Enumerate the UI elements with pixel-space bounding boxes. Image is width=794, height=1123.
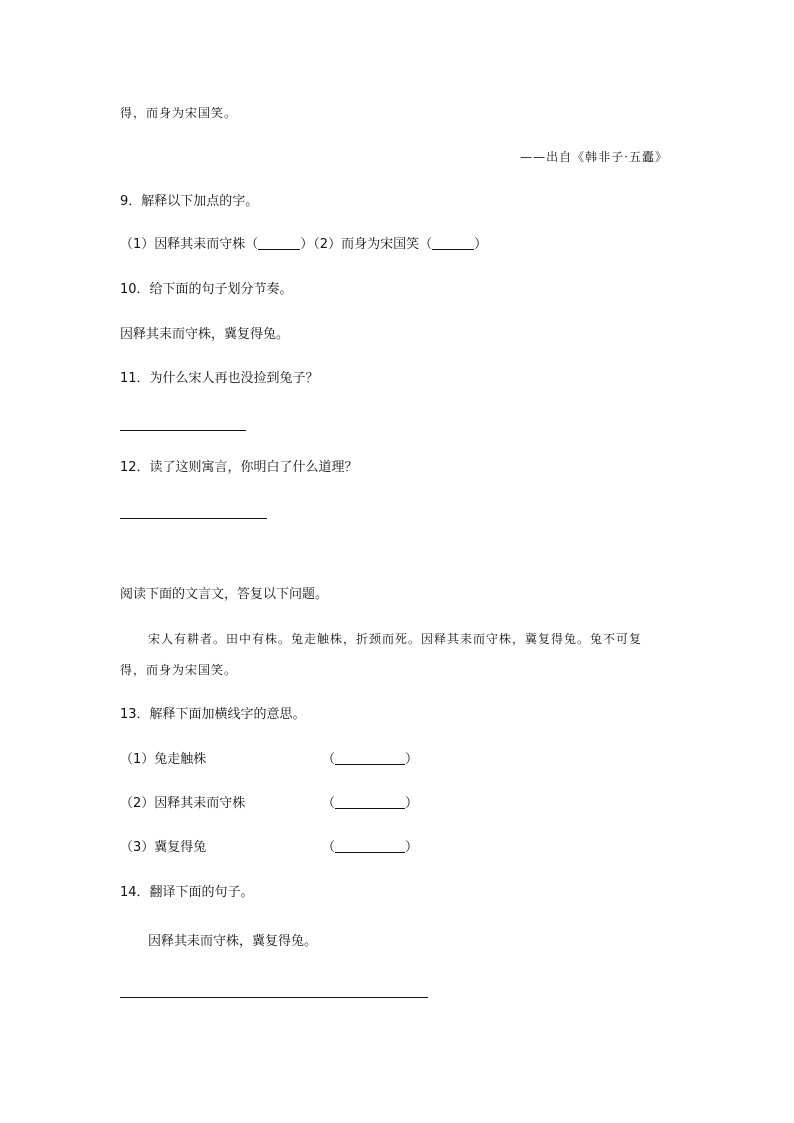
q11-prompt: 11．为什么宋人再也没捡到兔子？ (120, 371, 319, 386)
q9-item1-close: ） (300, 237, 314, 252)
q11-answer-line[interactable] (120, 430, 246, 431)
q12-answer-line[interactable] (120, 518, 267, 519)
q13-item-3 (120, 839, 420, 857)
q10-sentence: 因释其耒而守株，冀复得兔。 (120, 327, 290, 342)
passage2-line1: 宋人有耕者。田中有株。兔走触株，折颈而死。因释其耒而守株，冀复得兔。兔不可复 (148, 632, 643, 646)
q13-item-2-label: （2）因释其耒而守株 (120, 796, 246, 811)
q13-item-1-blank[interactable] (335, 751, 405, 765)
q12-prompt: 12．读了这则寓言，你明白了什么道理？ (120, 460, 358, 475)
q14-sentence: 因释其耒而守株，冀复得兔。 (148, 934, 318, 949)
q10-prompt: 10．给下面的句子划分节奏。 (120, 282, 293, 297)
q13-item-2 (120, 795, 420, 813)
q13-prompt: 13．解释下面加横线字的意思。 (120, 707, 306, 722)
q9-item1-label: （1）因释其耒而守株（ (120, 237, 259, 252)
q13-item-2-open: （ (322, 796, 336, 811)
q13-item-1 (120, 751, 420, 769)
passage1-tail: 得，而身为宋国笑。 (120, 106, 238, 120)
q9-item2-blank[interactable] (432, 236, 474, 250)
q14-answer-line[interactable] (120, 997, 428, 998)
q14-prompt: 14．翻译下面的句子。 (120, 885, 254, 900)
q13-item-1-close: ） (405, 752, 419, 767)
q9-item2-close: ） (474, 237, 488, 252)
q9-item1-blank[interactable] (258, 236, 300, 250)
passage1-source: ——出自《韩非子·五蠹》 (520, 150, 668, 164)
q9-prompt: 9．解释以下加点的字。 (120, 194, 259, 209)
q13-item-1-open: （ (322, 752, 336, 767)
q9-item2-label: （2）而身为宋国笑（ (313, 237, 433, 252)
q13-item-3-blank[interactable] (335, 839, 405, 853)
q13-item-2-blank[interactable] (335, 795, 405, 809)
passage2-instruction: 阅读下面的文言文，答复以下问题。 (120, 587, 329, 602)
q13-item-2-close: ） (405, 796, 419, 811)
passage2-line2: 得，而身为宋国笑。 (120, 663, 238, 677)
q13-item-1-label: （1）兔走触株 (120, 752, 207, 767)
q13-item-3-label: （3）冀复得兔 (120, 840, 207, 855)
q9-items (120, 236, 487, 254)
q13-item-3-open: （ (322, 840, 336, 855)
q13-item-3-close: ） (405, 840, 419, 855)
